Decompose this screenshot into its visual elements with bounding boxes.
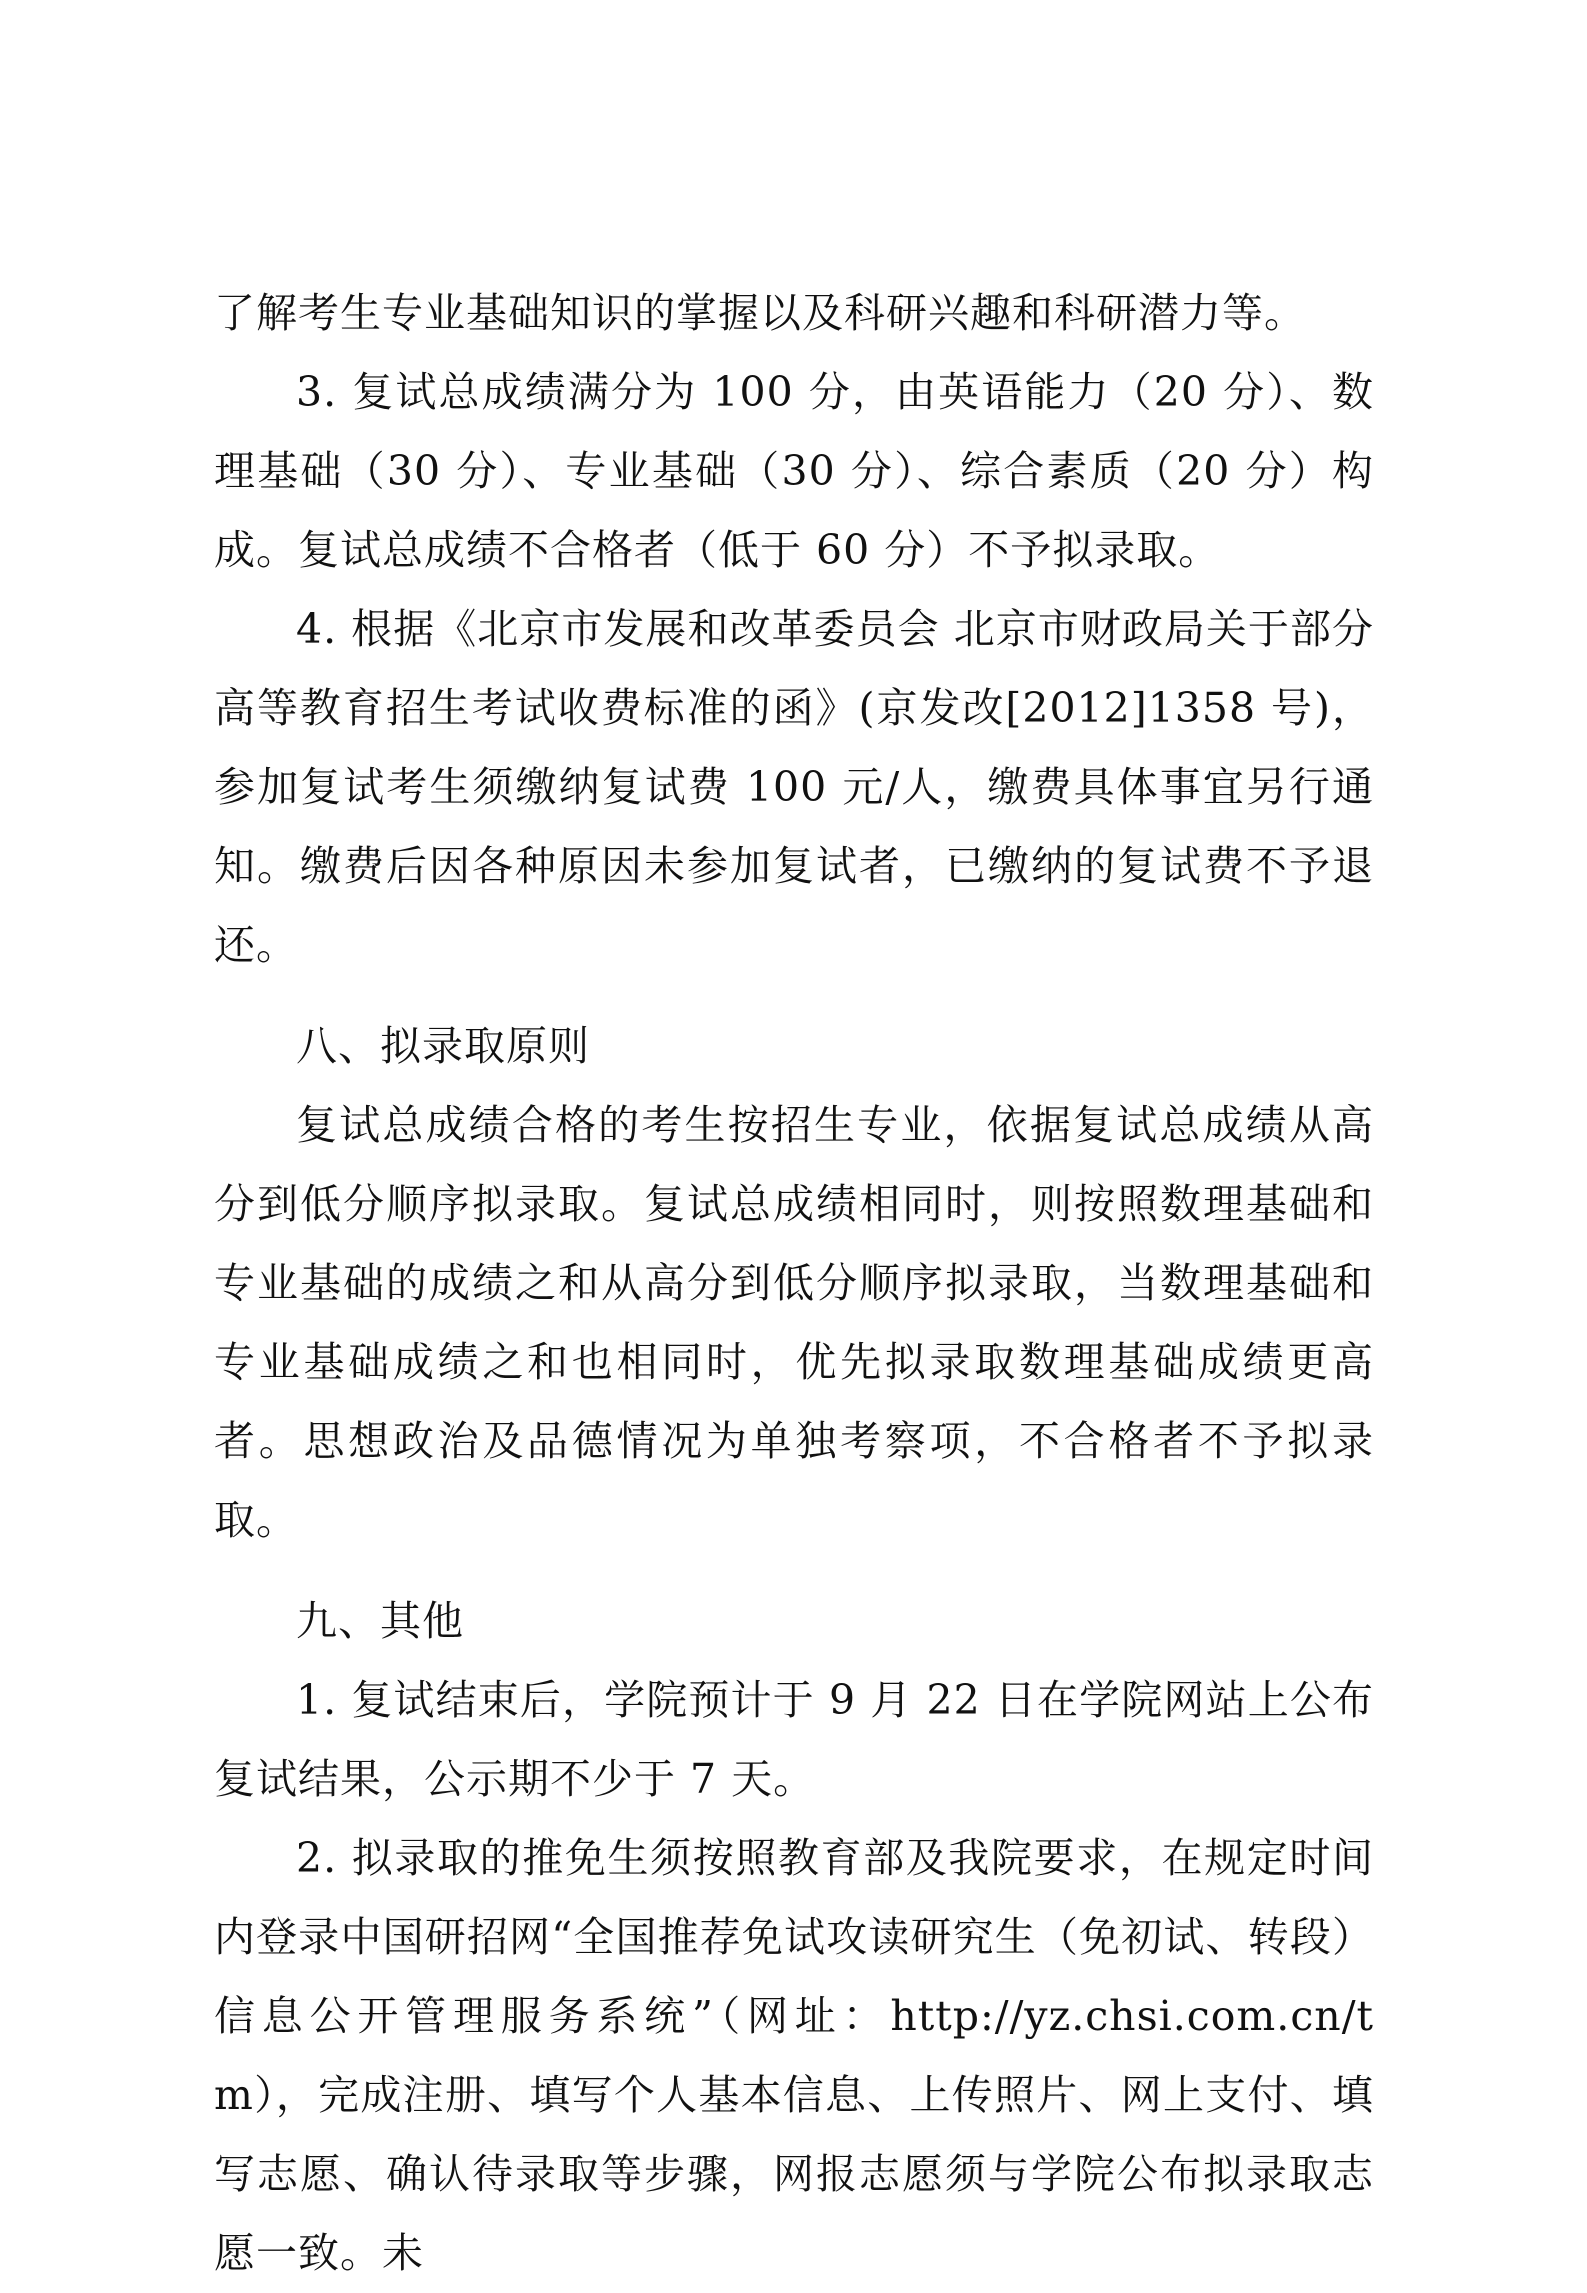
- section-9-item-2: 2. 拟录取的推免生须按照教育部及我院要求，在规定时间内登录中国研招网“全国推荐免试攻读研究生（免初试、转段）信息公开管理服务系统”（网址：http://yz.chsi.com.cn/tm），完成注册、填写个人基本信息、上传照片、网上支付、填写志愿、确认待录取等步骤，网报志愿须与学院公布拟录取志愿一致。未: [214, 1834, 1374, 2277]
- section-9-item-1: 1. 复试结束后，学院预计于 9 月 22 日在学院网站上公布复试结果，公示期不少于 7 天。: [214, 1676, 1374, 1803]
- item-3-paragraph: 3. 复试总成绩满分为 100 分，由英语能力（20 分）、数理基础（30 分）、专业基础（30 分）、综合素质（20 分）构成。复试总成绩不合格者（低于 60 分）不予拟录取。: [214, 368, 1374, 574]
- item-4-paragraph: 4. 根据《北京市发展和改革委员会 北京市财政局关于部分高等教育招生考试收费标准的函》(京发改[2012]1358 号)，参加复试考生须缴纳复试费 100 元/人，缴费具体事宜另行通知。缴费后因各种原因未参加复试者，已缴纳的复试费不予退还。: [214, 605, 1374, 969]
- section-gap: [214, 985, 1374, 1007]
- section-8-body: 复试总成绩合格的考生按招生专业，依据复试总成绩从高分到低分顺序拟录取。复试总成绩相同时，则按照数理基础和专业基础的成绩之和从高分到低分顺序拟录取，当数理基础和专业基础成绩之和也相同时，优先拟录取数理基础成绩更高者。思想政治及品德情况为单独考察项，不合格者不予拟录取。: [214, 1101, 1374, 1544]
- continuation-paragraph: 了解考生专业基础知识的掌握以及科研兴趣和科研潜力等。: [214, 289, 1306, 337]
- section-8-heading: 八、拟录取原则: [296, 1022, 590, 1070]
- section-9-heading: 九、其他: [296, 1597, 464, 1645]
- document-body: [214, 274, 1374, 2293]
- section-gap: [214, 1560, 1374, 1582]
